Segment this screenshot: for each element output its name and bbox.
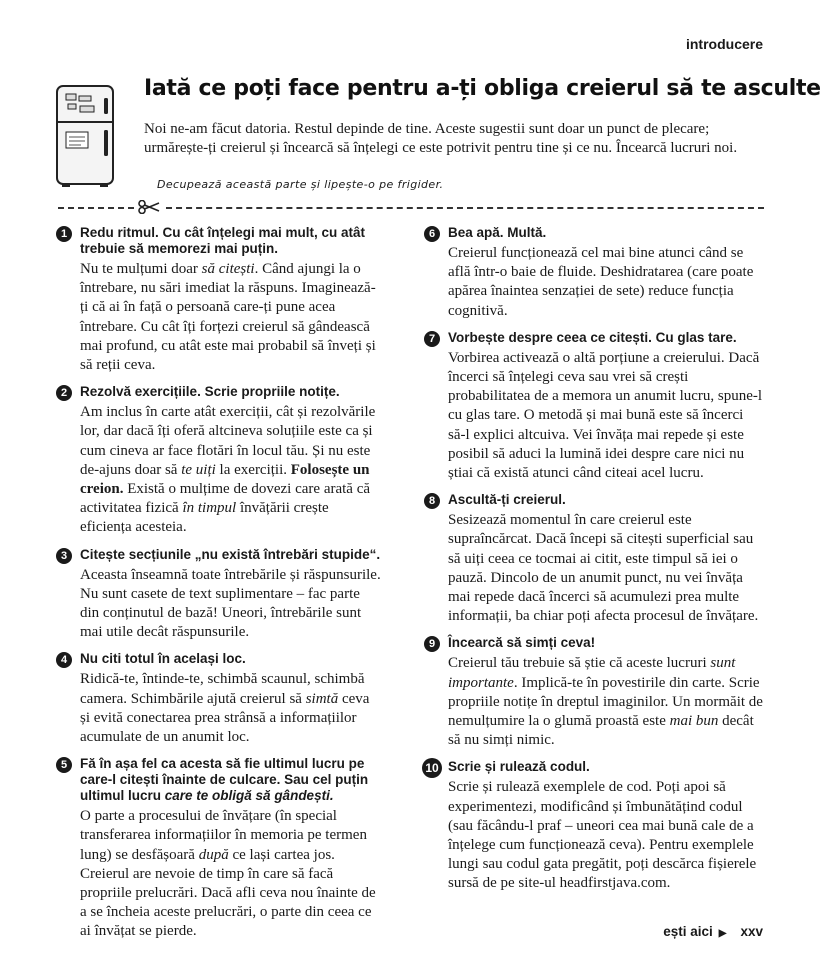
intro-paragraph: Noi ne-am făcut datoria. Restul depinde de tine. Aceste sugestii sunt doar un punct de plecare; urmărește-ți creierul și încearcă să înțelegi ce este potrivit pentru tine și ce nu. Încearcă lucruri noi. bbox=[144, 121, 738, 156]
tip-body: Nu te mulțumi doar să citești. Când ajungi la o întrebare, nu sări imediat la răspuns. Imaginează-ți că ai în față o persoană care-ți pune acea întrebare. Cu cât îți forțezi creierul să gândească mai profund, cu atât este mai probabil să înveți și să reții ceva. bbox=[80, 261, 376, 374]
tip-item bbox=[424, 330, 764, 483]
tip-number-badge: 6 bbox=[424, 226, 440, 242]
tip-heading: Vorbește despre ceea ce citești. Cu glas tare. bbox=[448, 329, 737, 345]
tip-number-badge: 9 bbox=[424, 636, 440, 652]
tip-heading: Redu ritmul. Cu cât înțelegi mai mult, cu atât trebuie să memorezi mai puțin. bbox=[80, 225, 366, 256]
tip-body: Creierul tău trebuie să știe că aceste lucruri sunt importante. Implică-te în povestirile din carte. Scrie propriile notițe în dreptul imaginilor. Un mormăit de nemulțumire la o glumă proastă este mai bun decât să nu simți nimic. bbox=[448, 655, 763, 749]
tips-column-left bbox=[56, 225, 382, 951]
triangle-right-icon: ▶ bbox=[718, 928, 727, 939]
tip-number-badge: 10 bbox=[422, 758, 442, 778]
tip-heading: Scrie și rulează codul. bbox=[448, 759, 590, 775]
tip-item bbox=[56, 547, 382, 643]
tip-heading: Citește secțiunile „nu există întrebări stupide“. bbox=[80, 546, 381, 562]
fridge-icon bbox=[54, 84, 118, 188]
tips-column-right bbox=[424, 225, 764, 903]
tip-number-badge: 5 bbox=[56, 757, 72, 773]
tip-number-badge: 8 bbox=[424, 493, 440, 509]
tip-body: Ridică-te, întinde-te, schimbă scaunul, schimbă camera. Schimbările ajută creierul să simtă ceva și evită conectarea prea strânsă a informațiilor acumulate de un anumit loc. bbox=[80, 671, 370, 746]
tip-number-badge: 7 bbox=[424, 331, 440, 347]
cut-line bbox=[58, 200, 764, 214]
tip-number-badge: 2 bbox=[56, 385, 72, 401]
tip-body: Am inclus în carte atât exerciții, cât și rezolvările lor, dar dacă îți oferă altcineva soluțiile este ca și cum cineva ar face flotări în locul tău. Și nu este de-ajuns doar să te uiți la exerciții. Folosește un creion. Există o mulțime de dovezi care arată că activitatea fizică în timpul învățării crește eficiența acesteia. bbox=[80, 404, 376, 536]
tip-body: Aceasta înseamnă toate întrebările și răspunsurile. Nu sunt casete de text suplimentare – fac parte din conținutul de bază! Uneori, întrebările sunt mai utile decât răspunsurile. bbox=[80, 566, 381, 641]
tip-number-badge: 4 bbox=[56, 652, 72, 668]
tip-body: Scrie și rulează exemplele de cod. Poți apoi să experimentezi, modificând și îmbunătățind codul (sau făcându-l praf – uneori cea mai bună cale de a înțelege cum funcționează ceva). Pentru exemplele lungi sau codul gata pregătit, poți descărca fișierele sursă de pe site-ul headfirstjava.com. bbox=[448, 779, 757, 892]
tip-number-badge: 1 bbox=[56, 226, 72, 242]
tip-number-badge: 3 bbox=[56, 548, 72, 564]
tip-item bbox=[424, 225, 764, 321]
tip-heading: Încearcă să simți ceva! bbox=[448, 635, 596, 651]
tip-item bbox=[56, 384, 382, 537]
tip-item bbox=[56, 651, 382, 747]
section-label: introducere bbox=[685, 36, 763, 52]
tip-heading: Fă în așa fel ca acesta să fie ultimul lucru pe care-l citești înainte de culcare. Sau cel puțin ultimul lucru care te obligă să gândești. bbox=[80, 756, 369, 804]
tip-item bbox=[424, 492, 764, 626]
tip-item bbox=[56, 225, 382, 375]
tip-heading: Bea apă. Multă. bbox=[448, 225, 547, 240]
tip-heading: Rezolvă exercițiile. Scrie propriile notițe. bbox=[80, 384, 340, 400]
page-footer bbox=[663, 924, 763, 939]
tip-body: Creierul funcționează cel mai bine atunci când se află într-o baie de fluide. Deshidratarea (care poate apărea înaintea senzației de sete) reduce funcția cognitivă. bbox=[448, 245, 754, 319]
page-number: xxv bbox=[740, 924, 763, 939]
cut-note: Decupează această parte și lipește-o pe frigider. bbox=[157, 178, 444, 191]
tip-item bbox=[424, 759, 764, 893]
tip-item bbox=[424, 635, 764, 750]
tip-body: Vorbirea activează o altă porțiune a creierului. Dacă încerci să înțelegi ceva sau vrei să crești probabilitatea de a memora un anumit lucru, spune-l cu glas tare. O metodă și mai bună este să încerci să-l explici altcuiva. Vei învăța mai repede și este posibil să aduci la lumină idei despre care nici nu știai că există atunci când citeai acel lucru. bbox=[448, 349, 763, 482]
tip-heading: Nu citi totul în același loc. bbox=[80, 651, 246, 667]
tip-body: Sesizează momentul în care creierul este supraîncărcat. Dacă începi să citești superficial sau să uiți ceea ce tocmai ai citit, este timpul să iei o pauză. Dincolo de un anumit punct, nu vei învăța mai repede dacă încerci să acumulezi prea multe informații, ba chiar poți afecta procesul de învățare. bbox=[448, 512, 759, 625]
you-are-here-label: ești aici bbox=[663, 924, 713, 939]
tip-body: O parte a procesului de învățare (în special transferarea informațiilor în memoria pe termen lung) se desfășoară după ce lași cartea jos. Creierul are nevoie de timp în care să facă propriile prelucrări. Dacă afli ceva nou înainte de a se încheia aceste prelucrări, o parte din ceea ce ai învățat se pierde. bbox=[80, 808, 376, 940]
page-title: Iată ce poți face pentru a-ți obliga creierul să te asculte bbox=[144, 76, 821, 101]
tip-heading: Ascultă-ți creierul. bbox=[448, 492, 566, 508]
tip-item bbox=[56, 756, 382, 941]
scissors-icon bbox=[138, 200, 160, 214]
